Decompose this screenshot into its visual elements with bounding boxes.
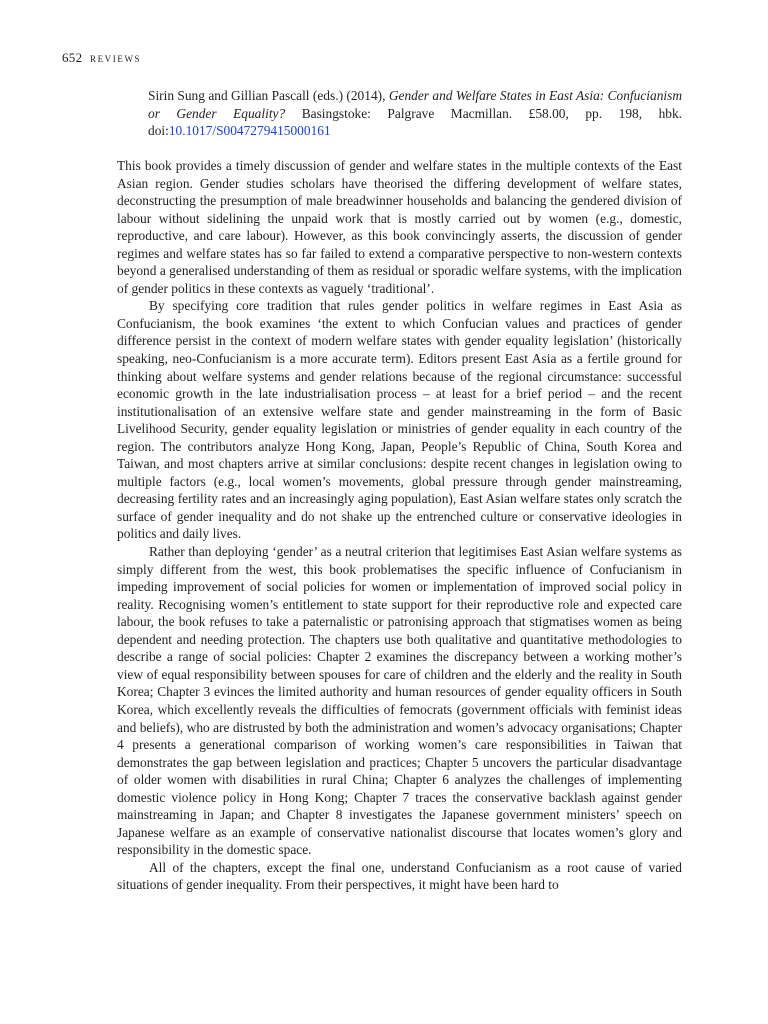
citation-publication: Basingstoke: Palgrave Macmillan. £58.00, pp. 198, hbk. <box>301 105 683 121</box>
citation-title: Gender and Welfare States in East Asia: Confucianism or Gender Equality? <box>148 88 683 121</box>
page-number: 652 <box>62 50 83 65</box>
review-body <box>117 157 682 894</box>
paragraph-1: This book provides a timely discussion of gender and welfare states in the multiple contexts of the East Asian region. Gender studies scholars have theorised the differing development of welfare states, deconstructing the presumption of male breadwinner households and balancing the gendered division of labour without sidelining the unpaid work that is mostly carried out by women (e.g., domestic, reproductive, and care labour). However, as this book convincingly asserts, the discussion of gender regimes and welfare states has so far failed to extend a comparative perspective to non-western contexts beyond a generalised understanding of them as residual or sporadic welfare systems, with the implication of gender politics in these contexts as vaguely ‘traditional’. <box>117 158 682 296</box>
paragraph-4: All of the chapters, except the final one, understand Confucianism as a root cause of varied situations of gender inequality. From their perspectives, it might have been hard to <box>117 859 682 893</box>
paragraph-2: By specifying core tradition that rules gender politics in welfare regimes in East Asia as Confucianism, the book examines ‘the extent to which Confucian values and practices of gender difference persist in the context of modern welfare states with gender equality legislation’ (historically speaking, neo-Confucianism is a more accurate term). Editors present East Asia as a fertile ground for thinking about welfare systems and gender relations because of the regional circumstance: successful economic growth in the late industrialisation process – at least for a brief period – and the recent institutionalisation of an extensive welfare state and gender mainstreaming in the form of Basic Livelihood Security, gender equality legislation or ministries of gender equality in each country of the region. The contributors analyze Hong Kong, Japan, People’s Republic of China, South Korea and Taiwan, and most chapters arrive at similar conclusions: despite recent changes in legislation owing to multiple factors (e.g., local women’s movements, global pressure through gender mainstreaming, decreasing fertility rates and an increasingly aging population), East Asian welfare states only scratch the surface of gender inequality and do not shake up the entrenched culture or conservative ideologies in politics and daily lives. <box>117 298 682 542</box>
doi-link[interactable]: 10.1017/S0047279415000161 <box>168 123 331 139</box>
book-citation <box>148 87 682 140</box>
section-title: reviews <box>89 50 142 65</box>
citation-authors: Sirin Sung and Gillian Pascall (eds.) (2014), <box>148 88 386 103</box>
running-head <box>62 50 141 66</box>
paragraph-3: Rather than deploying ‘gender’ as a neutral criterion that legitimises East Asian welfare systems as simply different from the west, this book problematises the specific influence of Confucianism in impeding improvement of social policies for women or implementation of improved social policy in reality. Recognising women’s entitlement to state support for their reproductive role and expected care labour, the book refuses to take a paternalistic or patronising approach that stigmatises women as being dependent and needing protection. The chapters use both qualitative and quantitative methodologies to describe a range of social policies: Chapter 2 examines the discrepancy between a working mother’s view of equal responsibility between spouses for care of children and the elderly and the reality in South Korea; Chapter 3 evinces the limited authority and human resources of gender equality officers in South Korea, which excellently reveals the difficulties of femocrats (government officials with feminist ideas and beliefs), who are distrusted by both the administration and women’s advocacy organisations; Chapter 4 presents a generational comparison of working women’s care responsibilities in Taiwan that demonstrates the gap between legislation and practices; Chapter 5 uncovers the particular disadvantage of older women with disabilities in rural China; Chapter 6 analyzes the challenges of implementing domestic violence policy in Hong Kong; Chapter 7 traces the conservative backlash against gender mainstreaming in Japan; and Chapter 8 investigates the Japanese government ministers’ speech on Japanese welfare as an example of conservative nationalist discourse that locates women’s glory and responsibility in the domestic space. <box>117 544 682 858</box>
citation-doi-prefix: doi: <box>148 123 169 139</box>
